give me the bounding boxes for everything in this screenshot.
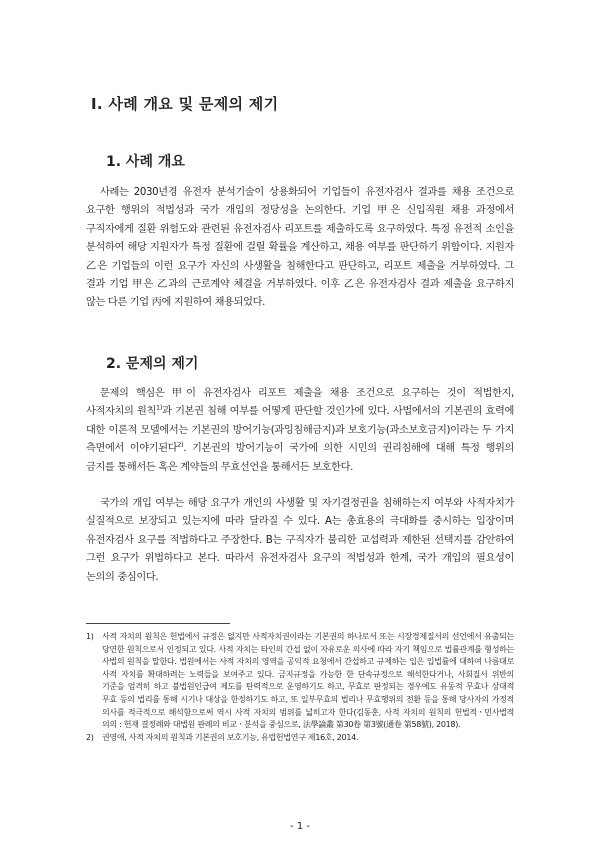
problem-text-2: 국가의 개입 여부는 해당 요구가 개인의 사생활 및 자기결정권을 침해하는지 여부와 사적자치가 실질적으로 보장되고 있는지에 따라 달라질 수 있다. A는 총효용의 극대화를 중시하는 입장이며 유전자검사 요구를 적법하다고 주장한다. B는 구직자가 불리한 교섭력과 제한된 선택지를 감안하여 그런 요구가 위법하다고 본다. 따라서 유전자검사 요구의 적법성과 한계, 국가 개입의 필요성이 논의의 중심이다.	[86, 498, 514, 583]
page-number: - 1 -	[290, 821, 310, 832]
section-title: Ⅰ. 사례 개요 및 문제의 제기	[91, 95, 279, 113]
footnote-number: 1)	[86, 632, 94, 641]
footnote-divider	[86, 623, 230, 624]
case-overview-paragraph	[86, 184, 514, 313]
footnote-1	[86, 631, 514, 732]
problem-paragraph-2	[86, 495, 514, 587]
case-overview-text: 사례는 2030년경 유전자 분석기술이 상용화되어 기업들이 유전자검사 결과를 채용 조건으로 요구한 행위의 적법성과 국가 개입의 정당성을 논의한다. 기업 甲은 신입직원 채용 과정에서 구직자에게 질환 위험도와 관련된 유전자검사 리포트를 제출하도록 요구하였다. 특정 유전적 소인을 분석하여 해당 지원자가 특정 질환에 걸릴 확률을 계산하고, 채용 여부를 판단하기 위함이다. 지원자 乙은 기업들의 이런 요구가 자신의 사생활을 침해한다고 판단하고, 리포트 제출을 거부하였다. 그 결과 기업 甲은 乙과의 근로계약 체결을 거부하였다. 이후 乙은 유전자검사 결과 제출을 요구하지 않는 다른 기업 丙에 지원하여 채용되었다.	[86, 187, 514, 309]
footnote-text: 사적 자치의 원칙은 헌법에서 규정은 없지만 사적자치권이라는 기본권의 하나로서 또는 시장경제질서의 선언에서 유출되는 당연한 원칙으로서 인정되고 있다. 사적 자치는 타인의 간섭 없이 자유로운 의사에 따라 자기 책임으로 법률관계를 형성하는 사법의 원칙을 말한다. 법원에서는 사적 자치의 영역을 공익적 요청에서 간섭하고 규제하는 입은 입법률에 대하여 나름대로 사적 자치를 확대하려는 노력들을 보여주고 있다. 금지규정을 가능한 한 단속규정으로 해석한다거나, 사회질서 위반의 기준을 엄격히 하고 불법원인급여 제도를 탄력적으로 운영하기도 하고, 무효로 판정되는 경우에도 유동적 무효나 상대적 무효 등의 법리를 통해 시기나 대상을 한정하기도 하고, 또 일부무효의 법리나 무효행위의 전환 등을 통해 당사자의 가정적 의사를 적극적으로 해석함으로써 역시 사적 자치의 범위를 넓히고자 한다(김동훈, 사적 자치의 원칙의 헌법적ㆍ민사법적 의의 : 헌재 결정례와 대법원 판례의 비교ㆍ분석을 중심으로, 法學論叢 第30卷 第3號(通卷 第58號), 2018).	[102, 632, 514, 730]
footnote-number: 2)	[86, 732, 94, 742]
problem-paragraph-1	[86, 385, 514, 477]
footnote-2	[86, 732, 514, 745]
problem-text-b: 과 기본권 침해 여부를 어떻게 판단할 것인가에 있다. 사법에서의 기본권의 효력에 대한 이론적 모델에서는 기본권의 방어기능(과잉침해금지)과 보호기능(과소보호금지)이라는 두 가지 측면에서 이야기된다	[86, 406, 514, 455]
problem-text-c: . 기본권의 방어기능이 국가에 의한 시민의 권리침해에 대해 특정 행위의 금지를 통해서든 혹은 계약들의 무효선언을 통해서든 보호한다.	[86, 443, 514, 473]
footnote-ref-2[interactable]: 2)	[177, 440, 184, 449]
subsection-title-problem-statement: 2. 문제의 제기	[106, 356, 199, 372]
problem-text-a: 문제의 핵심은 甲이 유전자검사 리포트 제출을 채용 조건으로 요구하는 것이 적법한지, 사적자치의 원칙	[86, 388, 514, 418]
subsection-title-case-overview: 1. 사례 개요	[106, 154, 185, 170]
footnote-ref-1[interactable]: 1)	[156, 404, 163, 413]
footnotes	[86, 631, 514, 744]
footnote-text: 권영애, 사적 자치의 원칙과 기본권의 보호기능, 유럽헌법연구 제16호, 2014.	[102, 732, 359, 742]
